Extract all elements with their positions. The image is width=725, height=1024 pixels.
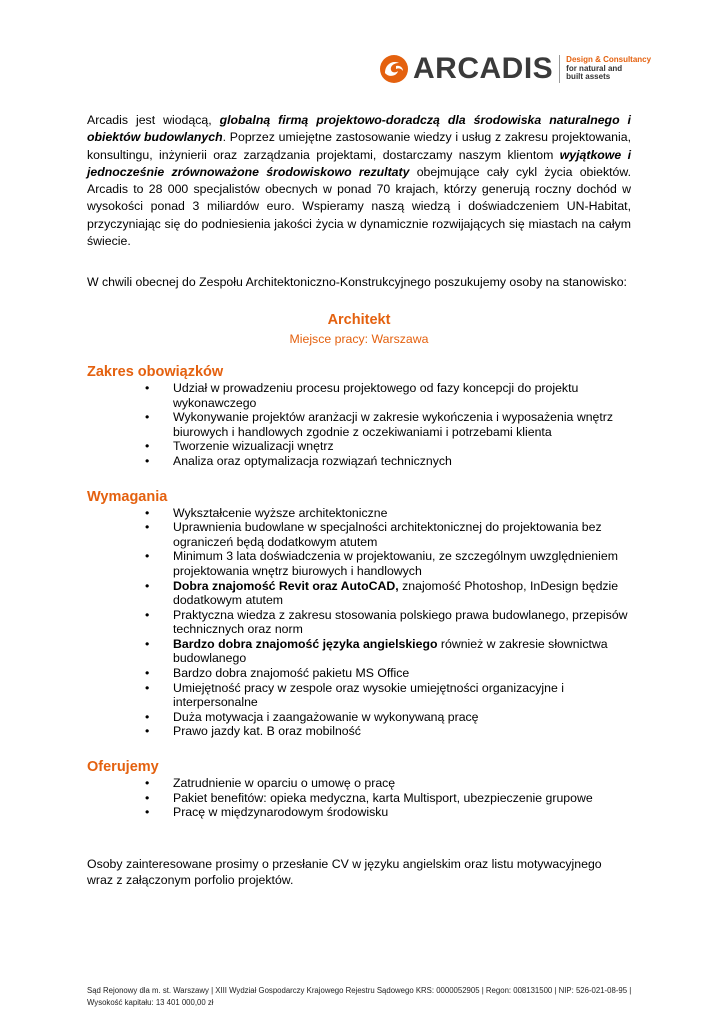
bullet-icon: • — [145, 666, 150, 681]
logo-wordmark: ARCADIS — [413, 52, 554, 85]
intro-emphasis-2: wyjątkowe i jednocześnie zrównoważone środowiskowo rezultaty — [87, 147, 632, 179]
list-item-text: Duża motywacja i zaangażowanie w wykonywaną pracę — [173, 709, 479, 724]
list-item-text: Pracę w międzynarodowym środowisku — [173, 805, 389, 820]
requirements-list — [87, 506, 631, 740]
bullet-icon: • — [145, 680, 150, 695]
closing-paragraph: Osoby zainteresowane prosimy o przesłanie CV w języku angielskim oraz listu motywacyjnego wraz z załączonym porfolio projektów. — [87, 856, 602, 887]
bullet-icon: • — [145, 410, 150, 425]
document-body — [87, 112, 631, 900]
offer-list — [87, 776, 631, 820]
list-item-text: Uprawnienia budowlane w specjalności architektonicznej do projektowania bez ograniczeń będą dodatkowym atutem — [173, 520, 602, 549]
list-item — [87, 724, 631, 739]
arcadis-logo-icon — [379, 54, 409, 84]
list-item-text: Tworzenie wizualizacji wnętrz — [173, 439, 334, 454]
list-item — [87, 410, 631, 439]
requirements-heading: Wymagania — [87, 488, 168, 505]
logo-tagline-line-3: built assets — [566, 72, 611, 82]
logo-tagline-line-2: for natural and — [566, 63, 623, 73]
bullet-icon: • — [145, 776, 150, 791]
list-item-text: znajomość Photoshop, InDesign będzie dodatkowym atutem — [173, 578, 619, 608]
lead-sentence: W chwili obecnej do Zespołu Architektoniczno-Konstrukcyjnego poszukujemy osoby na stanowisko: — [87, 275, 627, 290]
list-item — [87, 608, 631, 637]
list-item — [87, 506, 631, 521]
responsibilities-heading: Zakres obowiązków — [87, 363, 224, 380]
job-location: Miejsce pracy: Warszawa — [289, 331, 429, 346]
intro-emphasis-1: globalną firmą projektowo-doradczą dla środowiska naturalnego i obiektów budowlanych — [87, 113, 631, 145]
bullet-icon: • — [145, 578, 150, 593]
intro-text-2: . Poprzez umiejętne zastosowanie wiedzy i usług z zakresu projektowania, konsultingu, inżynierii oraz zarządzania projektami, dostarczamy naszym klientom — [87, 130, 631, 162]
list-item-text: Analiza oraz optymalizacja rozwiązań technicznych — [173, 453, 452, 468]
bullet-icon: • — [145, 439, 150, 454]
bullet-icon: • — [145, 607, 150, 622]
list-item-text: Pakiet benefitów: opieka medyczna, karta Multisport, ubezpieczenie grupowe — [173, 790, 593, 805]
list-item-text: również w zakresie słownictwa budowlanego — [173, 636, 608, 666]
list-item — [87, 520, 631, 549]
list-item — [87, 710, 631, 725]
logo-tagline-line-1: Design & Consultancy — [566, 55, 652, 65]
list-item-text: Prawo jazdy kat. B oraz mobilność — [173, 724, 361, 739]
logo-tagline — [566, 56, 651, 82]
logo-divider — [559, 55, 560, 83]
list-item-bold: Bardzo dobra znajomość języka angielskiego — [173, 636, 438, 651]
intro-text-3: obejmujące cały cykl życia obiektów. Arcadis to 28 000 specjalistów obecnych w ponad 70 krajach, którzy generują roczny dochód w wysokości ponad 3 miliardów euro. Wspieramy naszą wiedzą i doświadczeniem UN-Habitat, przyczyniając się do podniesienia jakości życia w dynamicznie rozwijających się miastach na całym świecie. — [87, 164, 631, 249]
list-item-text: Udział w prowadzeniu procesu projektowego od fazy koncepcji do projektu wykonawczego — [173, 380, 579, 410]
bullet-icon: • — [145, 709, 150, 724]
list-item — [87, 791, 631, 806]
list-item-bold: Dobra znajomość Revit oraz AutoCAD, — [173, 578, 399, 593]
list-item — [87, 381, 631, 410]
list-item — [87, 805, 631, 820]
bullet-icon: • — [145, 636, 150, 651]
list-item-text: Minimum 3 lata doświadczenia w projektowaniu, ze szczególnym uwzględnieniem projektowania wnętrz biurowych i handlowych — [173, 549, 618, 578]
bullet-icon: • — [145, 520, 150, 535]
company-registration-footer: Sąd Rejonowy dla m. st. Warszawy | XIII Wydział Gospodarczy Krajowego Rejestru Sądowego KRS: 0000052905 | Regon: 008131500 | NIP: 526-021-08-95 | Wysokość kapitału: 13 401 000,00 zł — [87, 986, 632, 1007]
list-item-text: Praktyczna wiedza z zakresu stosowania polskiego prawa budowlanego, przepisów technicznych oraz norm — [173, 607, 628, 637]
list-item — [87, 454, 631, 469]
responsibilities-list — [87, 381, 631, 469]
list-item — [87, 439, 631, 454]
bullet-icon: • — [145, 790, 150, 805]
list-item — [87, 776, 631, 791]
list-item-text: Umiejętność pracy w zespole oraz wysokie umiejętności organizacyjne i interpersonalne — [173, 680, 564, 710]
bullet-icon: • — [145, 724, 150, 739]
list-item-text: Zatrudnienie w oparciu o umowę o pracę — [173, 776, 396, 791]
list-item — [87, 666, 631, 681]
list-item-text: Wykonywanie projektów aranżacji w zakresie wykończenia i wyposażenia wnętrz biurowych i handlowych zgodnie z oczekiwaniami i potrzebami klienta — [173, 410, 614, 439]
list-item — [87, 549, 631, 578]
offer-heading: Oferujemy — [87, 759, 159, 776]
list-item — [87, 681, 631, 710]
list-item-text: Bardzo dobra znajomość pakietu MS Office — [173, 666, 410, 681]
intro-paragraph — [87, 112, 631, 250]
bullet-icon: • — [145, 380, 150, 395]
bullet-icon: • — [145, 549, 150, 564]
job-title: Architekt — [327, 311, 391, 328]
list-item — [87, 637, 631, 666]
bullet-icon: • — [145, 453, 150, 468]
intro-text-1: Arcadis jest wiodącą, — [87, 113, 220, 127]
bullet-icon: • — [145, 805, 150, 820]
arcadis-logo — [379, 53, 651, 85]
bullet-icon: • — [145, 505, 150, 520]
list-item-text: Wykształcenie wyższe architektoniczne — [173, 505, 388, 520]
list-item — [87, 579, 631, 608]
